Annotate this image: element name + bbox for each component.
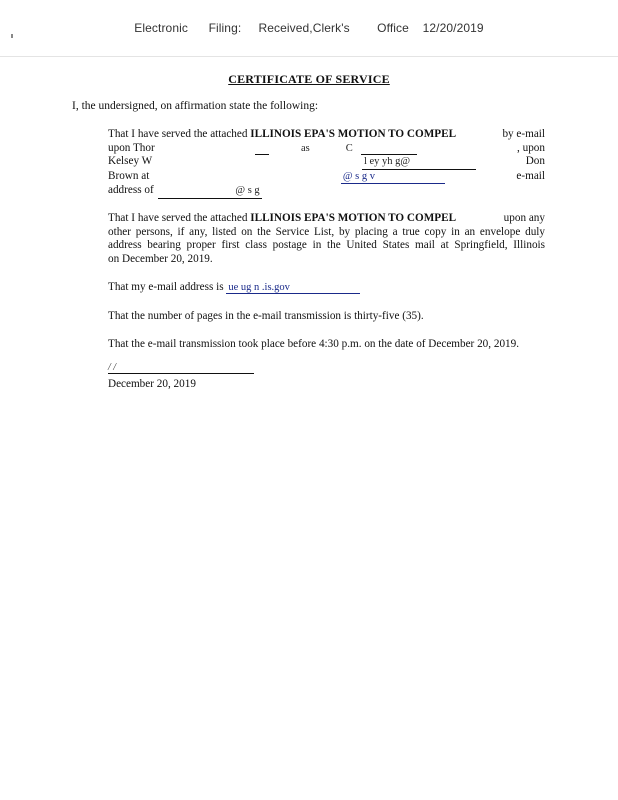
para2-line-1: That I have served the attached ILLINOIS EPA'S MOTION TO COMPEL upon any: [108, 212, 545, 224]
pages-statement: That the number of pages in the e-mail transmission is thirty-five (35).: [108, 310, 424, 322]
document-title: CERTIFICATE OF SERVICE: [228, 72, 390, 86]
motion-title: ILLINOIS EPA'S MOTION TO COMPEL: [250, 128, 457, 140]
signature-line: [108, 373, 254, 374]
filing-stamp-header: Electronic Filing: Received,Clerk's Office 12/20/2019: [134, 21, 484, 35]
email-address-statement: That my e-mail address is ue ug n .is.gov: [108, 281, 360, 294]
para2-line-4: on December 20, 2019.: [108, 252, 213, 265]
redacted-email-fragment: l ey yh g@: [362, 155, 476, 170]
time-statement: That the e-mail transmission took place before 4:30 p.m. on the date of December 20, 2019.: [108, 338, 520, 350]
para1-line-1: That I have served the attached ILLINOIS EPA'S MOTION TO COMPEL by e-mail: [108, 128, 545, 140]
para1-line-3: Kelsey W l ey yh g@ Don: [108, 155, 545, 170]
redacted-email-fragment: @ s g: [158, 184, 262, 199]
redacted-email-fragment: C: [345, 142, 353, 154]
redacted-email-fragment: @ s g v: [341, 170, 445, 185]
service-paragraph-mail: [108, 212, 545, 266]
redacted-email-address: ue ug n .is.gov: [226, 282, 360, 294]
motion-title: ILLINOIS EPA'S MOTION TO COMPEL: [250, 212, 457, 224]
redacted-blank: [361, 143, 417, 155]
intro-statement: I, the undersigned, on affirmation state the following:: [72, 100, 319, 112]
scan-artifact: [11, 34, 13, 38]
redacted-email-fragment: as: [300, 142, 310, 154]
para2-line-2: other persons, if any, listed on the Service List, by placing a true copy in an envelope duly: [108, 225, 545, 238]
para1-line-5: address of @ s g: [108, 184, 545, 199]
signature-date: December 20, 2019: [108, 378, 196, 390]
redacted-blank: [255, 143, 269, 155]
para1-line-4: Brown at @ s g v e-mail: [108, 170, 545, 185]
para1-line-2: upon Thor as C , upon: [108, 141, 545, 154]
para2-line-3: address bearing proper first class postage in the United States mail at Springfield, Illinois: [108, 239, 545, 252]
header-divider: [0, 56, 618, 57]
service-paragraph-email: [108, 128, 545, 199]
signature-mark: / /: [108, 362, 117, 373]
